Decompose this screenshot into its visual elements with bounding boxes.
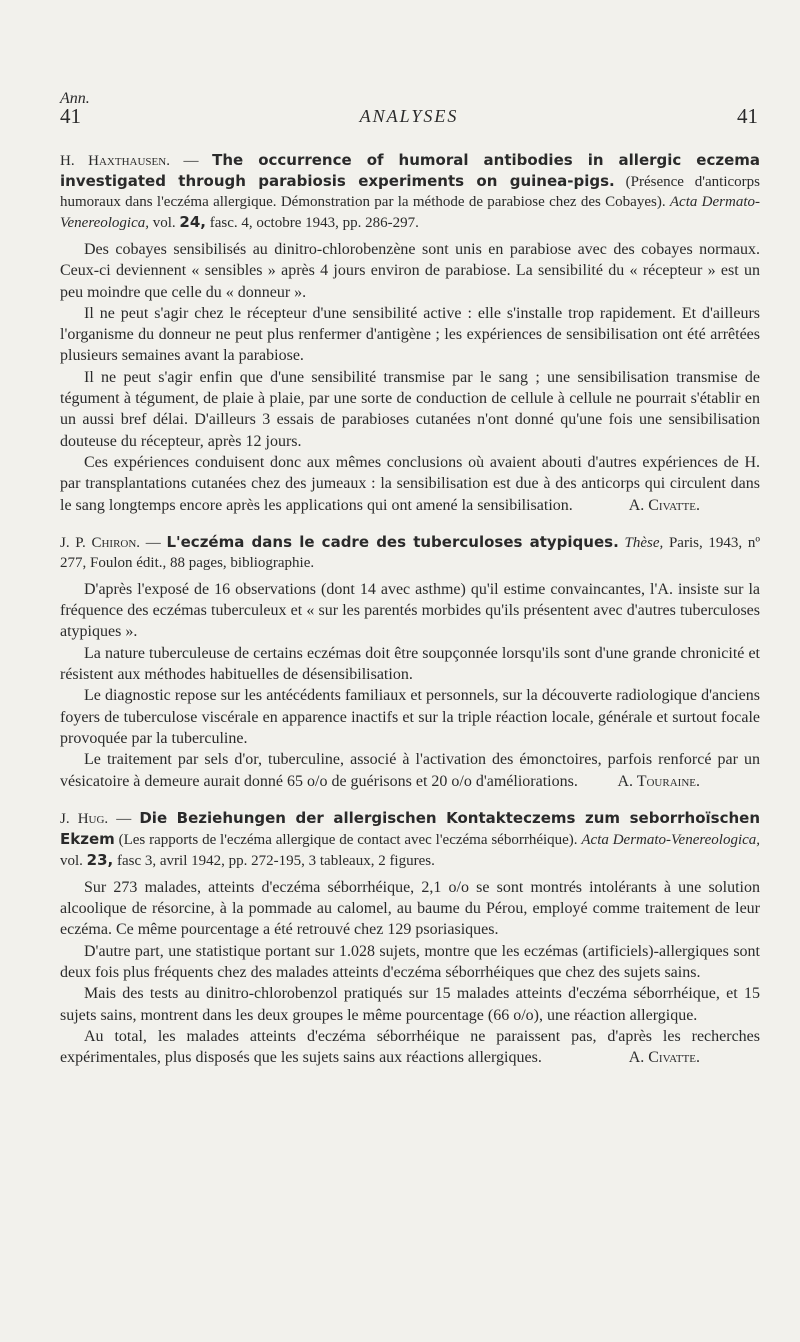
signature: A. Touraine.	[617, 772, 700, 790]
journal-name: Acta Dermato-Venereologica,	[581, 831, 761, 848]
paragraph	[60, 749, 760, 792]
journal-name: Thèse,	[624, 534, 664, 551]
reference: fasc 3, avril 1942, pp. 272-195, 3 tableaux, 2 figures.	[117, 852, 435, 869]
main-text	[60, 150, 760, 1085]
paragraph-text: Ces expériences conduisent donc aux mêmes conclusions où avaient abouti d'autres expériences de H. par transplantations cutanées chez des jumeaux : la sensibilisation est due à des anticorps qui circulent dans le sang longtemps encore après les applications qui ont amené la sensibilisation.	[60, 453, 760, 514]
article-hug	[60, 808, 760, 1069]
dash: —	[116, 810, 132, 827]
volume-label: vol.	[152, 215, 176, 231]
running-title: ANALYSES	[359, 106, 459, 126]
corner-note: Ann.	[60, 90, 90, 107]
author-name: Haxthausen.	[88, 153, 170, 169]
paragraph: Des cobayes sensibilisés au dinitro-chlorobenzène sont unis en parabiose avec des cobayes normaux. Ceux-ci deviennent « sensibles » après 4 jours environ de parabiose. La sensibilité du « récepteur » est un peu moindre que celle du « donneur ».	[60, 241, 760, 301]
article-title: Die Beziehungen der allergischen Kontakteczems zum seborrhoïschen Ekzem	[60, 808, 761, 848]
author-initial: J.	[60, 810, 70, 827]
reference: fasc. 4, octobre 1943, pp. 286-297.	[209, 215, 419, 231]
article-header	[60, 532, 760, 573]
signature: A. Civatte.	[628, 1049, 700, 1067]
paragraph-text: Le traitement par sels d'or, tuberculine, associé à l'activation des émonctoires, parfois renforcé par un vésicatoire à demeure aurait donné 65 o/o de guérisons et 20 o/o d'améliorations.	[60, 751, 760, 790]
volume-number: 24,	[179, 213, 206, 231]
author-initial: H.	[60, 153, 75, 169]
dash: —	[145, 534, 161, 551]
paragraph: Il ne peut s'agir chez le récepteur d'une sensibilité active : elle s'installe trop rapidement. Et d'ailleurs l'organisme du donneur ne peut plus renfermer d'antigène ; les expériences de sensibilisation ont été arrêtées plusieurs semaines avant la parabiose.	[60, 304, 760, 365]
article-summary: (Présence d'anticorps humoraux dans l'eczéma allergique. Démonstration par la méthode de parabiose chez des Cobayes).	[60, 174, 760, 210]
volume-number: 23,	[86, 850, 114, 869]
signature: A. Civatte.	[628, 496, 700, 514]
paragraph-text: Au total, les malades atteints d'eczéma séborrhéique ne paraissent pas, d'après les recherches expérimentales, plus disposés que les sujets sains aux réactions allergiques.	[60, 1027, 760, 1067]
paragraph: D'autre part, une statistique portant sur 1.028 sujets, montre que les eczémas (artificiels)-allergiques sont deux fois plus fréquents chez des malades atteints d'eczéma séborrhéiques que chez des sujets sains.	[60, 942, 760, 982]
article-chiron	[60, 532, 760, 792]
dash: —	[183, 153, 199, 169]
paragraph: Il ne peut s'agir enfin que d'une sensibilité transmise par le sang ; une sensibilisation transmise de tégument à tégument, de plaie à plaie, par une sorte de conduction de cellule à cellule ne pourrait s'établir en un aussi bref délai. D'ailleurs 3 essais de parabioses cutanées n'ont donné qu'une fois une sensibilisation douteuse du récepteur, après 12 jours.	[60, 368, 760, 450]
paragraph: La nature tuberculeuse de certains eczémas doit être soupçonnée lorsqu'ils sont d'une grande chronicité et résistent aux méthodes habituelles de désensibilisation.	[60, 644, 760, 684]
paragraph: Mais des tests au dinitro-chlorobenzol pratiqués sur 15 malades atteints d'eczéma séborrhéique, et 15 sujets sains, montrent dans les deux groupes le même pourcentage (66 o/o), une réaction allergique.	[60, 985, 760, 1024]
paragraph	[60, 1026, 760, 1069]
paragraph: Le diagnostic repose sur les antécédents familiaux et personnels, sur la découverte radiologique d'anciens foyers de tuberculose viscérale en apparence inactifs et sur la triple réaction locale, générale et surtout focale provoquée par la tuberculine.	[60, 687, 760, 747]
author-initial: J. P.	[60, 534, 86, 551]
paragraph: D'après l'exposé de 16 observations (dont 14 avec asthme) qu'il estime convaincantes, l'A. insiste sur la fréquence des eczémas tuberculeux et « sur les parentés morbides qu'ils présentent avec d'autres tuberculoses atypiques ».	[60, 580, 760, 641]
article-header	[60, 808, 760, 871]
article-title: L'eczéma dans le cadre des tuberculoses atypiques.	[166, 532, 619, 551]
reference: Paris, 1943, nº 277, Foulon édit., 88 pages, bibliographie.	[60, 534, 761, 571]
journal-name: Acta Dermato-Venereologica,	[60, 194, 761, 231]
page-number-right: 41	[737, 104, 758, 128]
running-header	[60, 104, 758, 130]
article-header	[60, 150, 760, 233]
article-summary: (Les rapports de l'eczéma allergique de contact avec l'eczéma séborrhéique).	[118, 831, 578, 848]
page-number-left: 41	[60, 104, 81, 128]
author-name: Chiron.	[91, 534, 141, 551]
paragraph: Sur 273 malades, atteints d'eczéma séborrhéique, 2,1 o/o se sont montrés intolérants à une solution alcoolique de résorcine, à la pommade au calomel, au baume du Pérou, employé comme traitement de leur eczéma. Ce même pourcentage a été retrouvé chez 129 psoriasiques.	[60, 878, 760, 939]
paragraph	[60, 452, 760, 516]
volume-label: vol.	[60, 852, 83, 869]
article-haxthausen	[60, 150, 760, 516]
article-title: The occurrence of humoral antibodies in allergic eczema investigated through parabiosis experiments on guinea-pigs.	[60, 151, 761, 190]
author-name: Hug.	[77, 810, 109, 827]
